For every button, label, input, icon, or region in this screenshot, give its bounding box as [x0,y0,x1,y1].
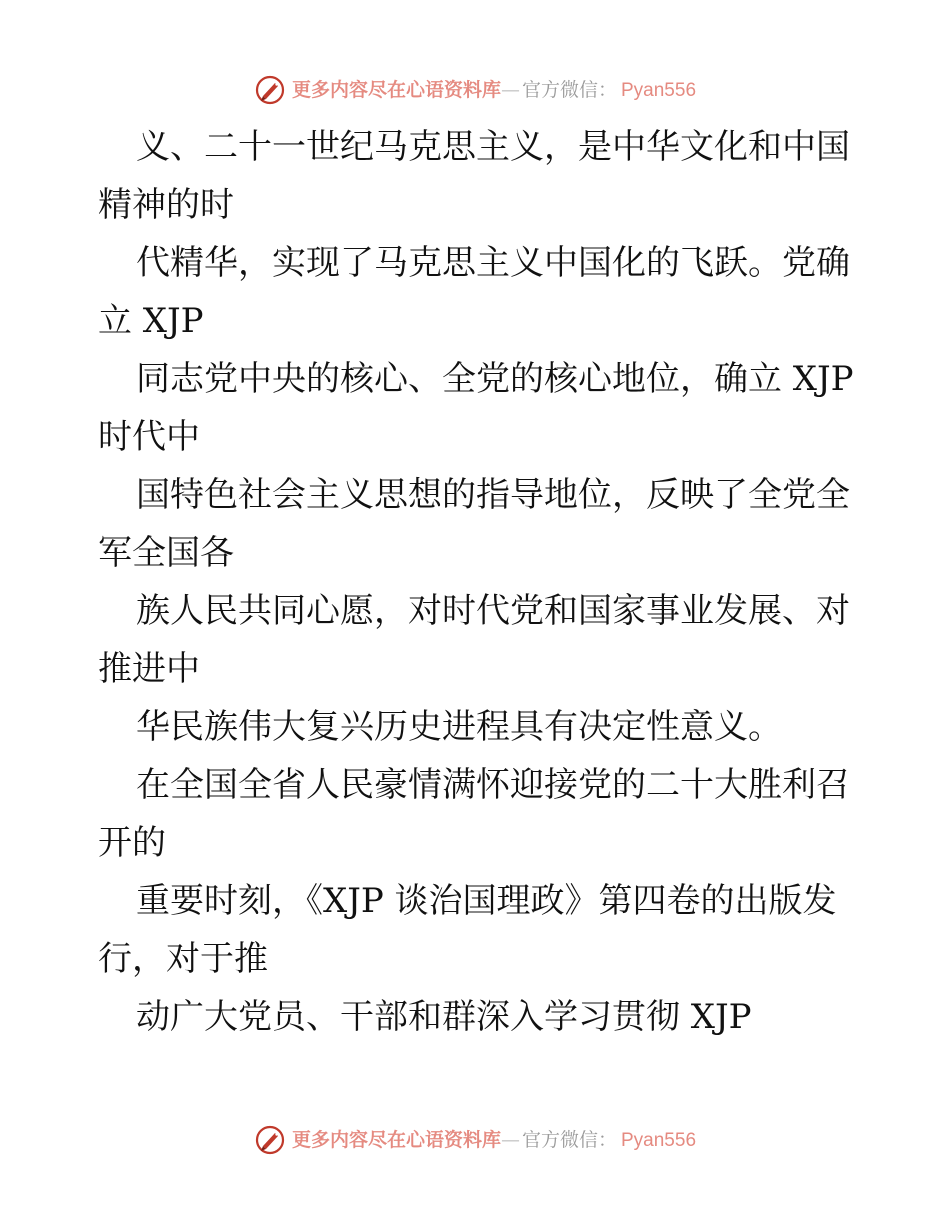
header-watermark-banner [0,70,950,110]
text-line: 华民族伟大复兴历史进程具有决定性意义。 [136,707,782,747]
text-line: 时代中 [98,417,200,457]
document-body [98,118,858,1046]
text-line: 开的 [98,823,166,863]
footer-banner-text [291,1128,697,1151]
text-line: 重要时刻，《XJP 谈治国理政》第四卷的出版发 [136,881,837,921]
pen-logo-icon [254,74,286,106]
text-line: 同志党中央的核心、全党的核心地位，确立 XJP [136,359,854,399]
text-line: 行，对于推 [98,939,268,979]
footer-watermark-banner [0,1120,950,1160]
text-line: 军全国各 [98,533,234,573]
pen-logo-icon [254,1124,286,1156]
text-line: 国特色社会主义思想的指导地位，反映了全党全 [136,475,850,515]
banner-dash: — [500,1128,520,1151]
text-line: 在全国全省人民豪情满怀迎接党的二十大胜利召 [136,765,850,805]
text-line: 义、二十一世纪马克思主义，是中华文化和中国 [136,127,850,167]
text-line: 精神的时 [98,185,234,225]
banner-wechat-label: 官方微信： [521,1128,617,1151]
banner-wechat-id: Pyan556 [621,1129,697,1151]
banner-wechat-label: 官方微信： [521,78,617,101]
text-line: 立 XJP [98,301,204,341]
text-line: 代精华，实现了马克思主义中国化的飞跃。党确 [136,243,850,283]
banner-dash: — [500,78,520,101]
text-line: 族人民共同心愿，对时代党和国家事业发展、对 [136,591,850,631]
banner-wechat-id: Pyan556 [621,79,697,101]
text-line: 动广大党员、干部和群深入学习贯彻 XJP [136,997,752,1037]
text-line: 推进中 [98,649,200,689]
banner-main-text: 更多内容尽在心语资料库 [291,1128,501,1151]
header-banner-text [291,78,697,101]
banner-main-text: 更多内容尽在心语资料库 [291,78,501,101]
